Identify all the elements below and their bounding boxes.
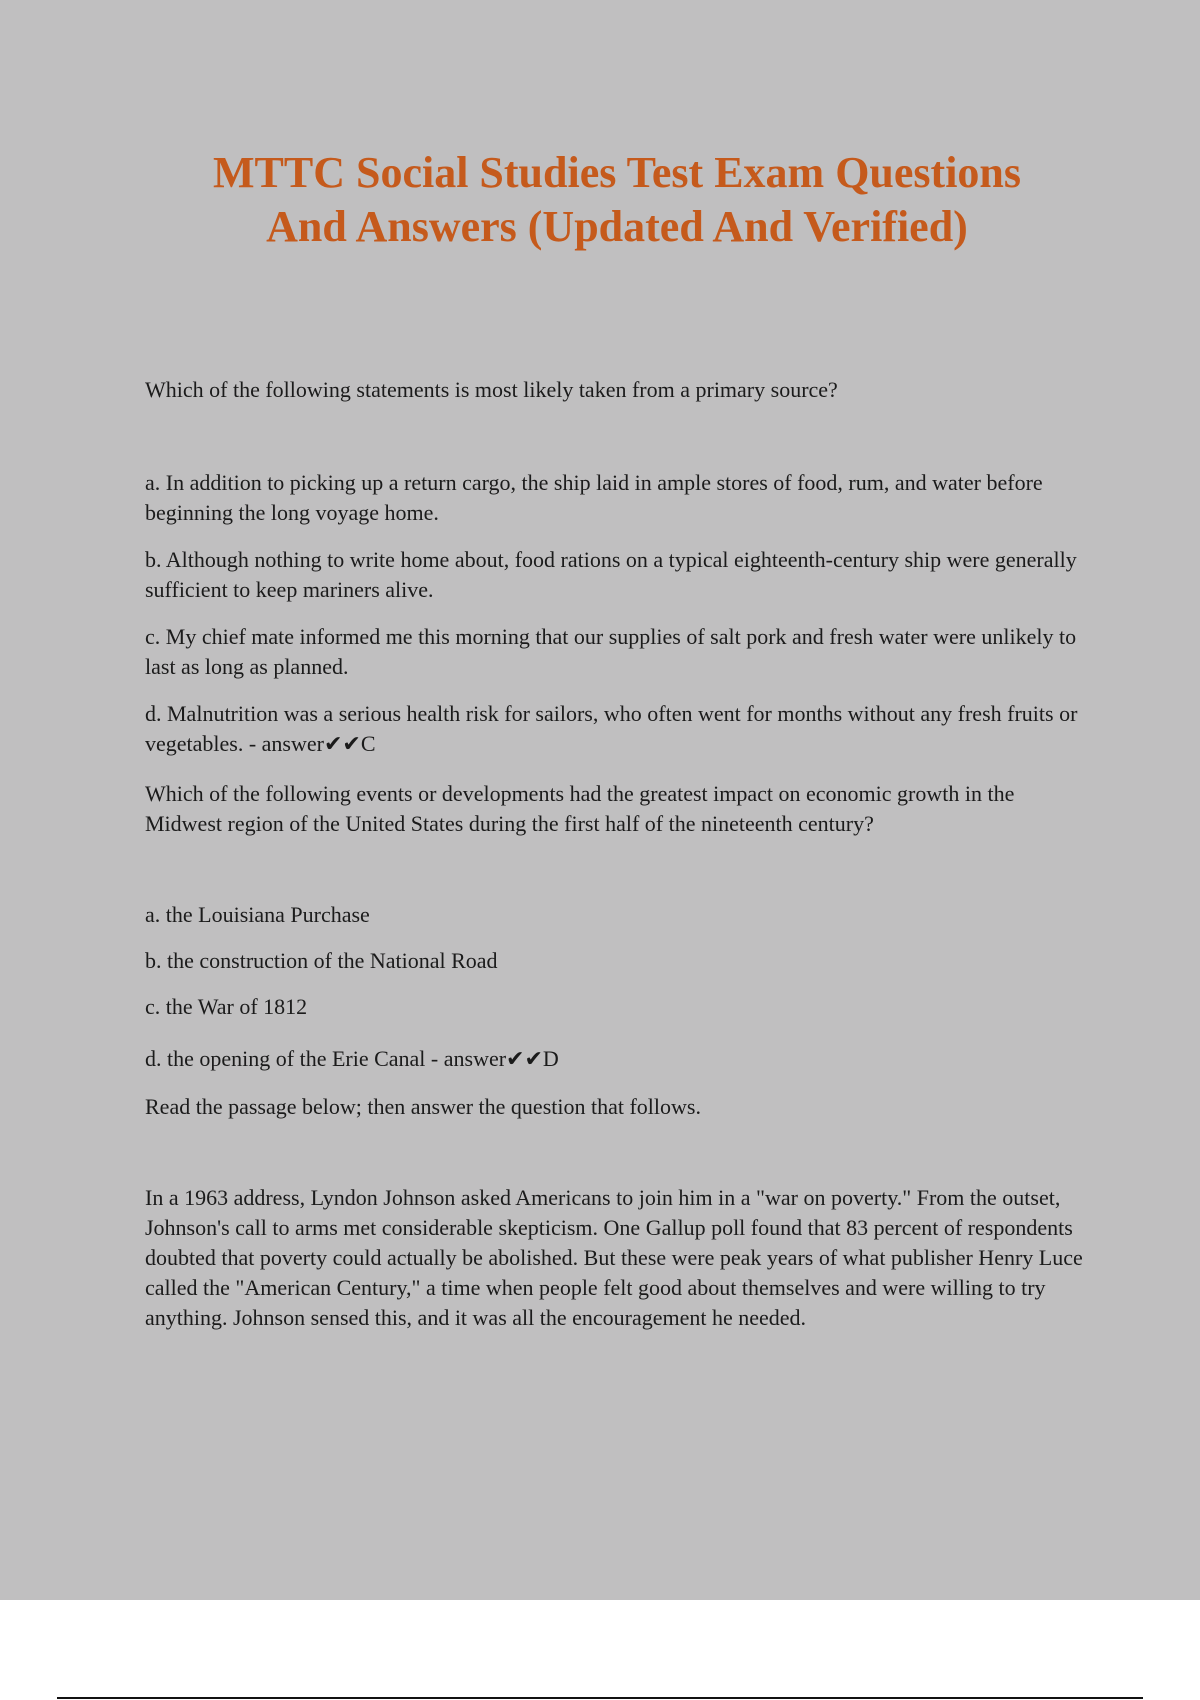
question-1-option-c: c. My chief mate informed me this morning that our supplies of salt pork and fresh water were unlikely to last as long as planned.	[145, 624, 1077, 679]
question-2-option-b: b. the construction of the National Road	[145, 948, 498, 973]
question-3-passage: In a 1963 address, Lyndon Johnson asked Americans to join him in a "war on poverty." From the outset, Johnson's call to arms met considerable skepticism. One Gallup poll found that 83 percent of respondents doubted that poverty could actually be abolished. But these were peak years of what publisher Henry Luce called the "American Century," a time when people felt good about themselves and were willing to try anything. Johnson sensed this, and it was all the encouragement he needed.	[145, 1185, 1083, 1330]
question-1-option-a: a. In addition to picking up a return cargo, the ship laid in ample stores of food, rum, and water before beginning the long voyage home.	[145, 470, 1043, 525]
question-2-text: Which of the following events or developments had the greatest impact on economic growth in the Midwest region of the United States during the first half of the nineteenth century?	[145, 781, 1015, 836]
question-3-instruction: Read the passage below; then answer the question that follows.	[145, 1094, 701, 1119]
footer-divider	[57, 1697, 1143, 1699]
document-title	[100, 146, 1134, 254]
title-line-2: And Answers (Updated And Verified)	[266, 202, 968, 251]
question-2-option-a: a. the Louisiana Purchase	[145, 902, 370, 927]
question-2-option-c: c. the War of 1812	[145, 994, 308, 1019]
question-1-option-b: b. Although nothing to write home about, food rations on a typical eighteenth-century ship were generally sufficient to keep mariners alive.	[145, 547, 1077, 602]
question-1-text: Which of the following statements is most likely taken from a primary source?	[145, 377, 838, 402]
title-line-1: MTTC Social Studies Test Exam Questions	[212, 148, 1022, 197]
question-2-option-d: d. the opening of the Erie Canal - answer✔✔D	[145, 1046, 559, 1071]
question-1-option-d: d. Malnutrition was a serious health risk for sailors, who often went for months without any fresh fruits or vegetables. - answer✔✔C	[145, 701, 1078, 756]
